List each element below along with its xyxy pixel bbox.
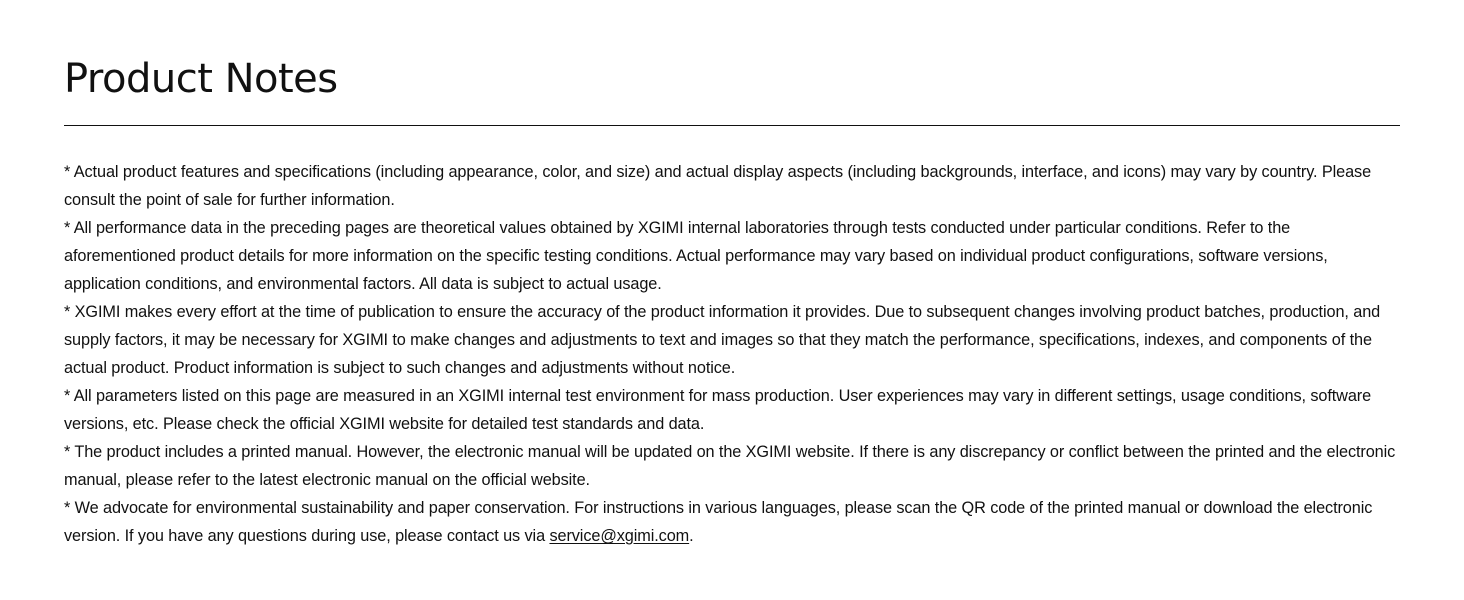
product-notes-section xyxy=(64,0,1400,550)
note-sustainability xyxy=(64,494,1404,550)
title-divider xyxy=(64,125,1400,126)
note-manual: * The product includes a printed manual. However, the electronic manual will be updated on the XGIMI website. If there is any discrepancy or conflict between the printed and the electronic manual, please refer to the latest electronic manual on the official website. xyxy=(64,443,1396,489)
notes-body xyxy=(64,158,1404,550)
note-accuracy: * XGIMI makes every effort at the time of publication to ensure the accuracy of the product information it provides. Due to subsequent changes involving product batches, production, and supply factors, it may be necessary for XGIMI to make changes and adjustments to text and images so that they match the performance, specifications, indexes, and components of the actual product. Product information is subject to such changes and adjustments without notice. xyxy=(64,303,1381,377)
note-sustainability-suffix: . xyxy=(689,527,694,545)
note-country-variation: * Actual product features and specifications (including appearance, color, and size) and actual display aspects (including backgrounds, interface, and icons) may vary by country. Please consult the point of sale for further information. xyxy=(64,163,1372,209)
note-parameters: * All parameters listed on this page are measured in an XGIMI internal test environment for mass production. User experiences may vary in different settings, usage conditions, software versions, etc. Please check the official XGIMI website for detailed test standards and data. xyxy=(64,387,1372,433)
page-title: Product Notes xyxy=(64,56,338,102)
note-performance-data: * All performance data in the preceding pages are theoretical values obtained by XGIMI internal laboratories through tests conducted under particular conditions. Refer to the aforementioned product details for more information on the specific testing conditions. Actual performance may vary based on individual product configurations, software versions, application conditions, and environmental factors. All data is subject to actual usage. xyxy=(64,219,1328,293)
note-sustainability-text: * We advocate for environmental sustainability and paper conservation. For instructions in various languages, please scan the QR code of the printed manual or download the electronic version. If you have any questions during use, please contact us via xyxy=(64,499,1373,545)
service-email-link[interactable]: service@xgimi.com xyxy=(549,527,690,545)
